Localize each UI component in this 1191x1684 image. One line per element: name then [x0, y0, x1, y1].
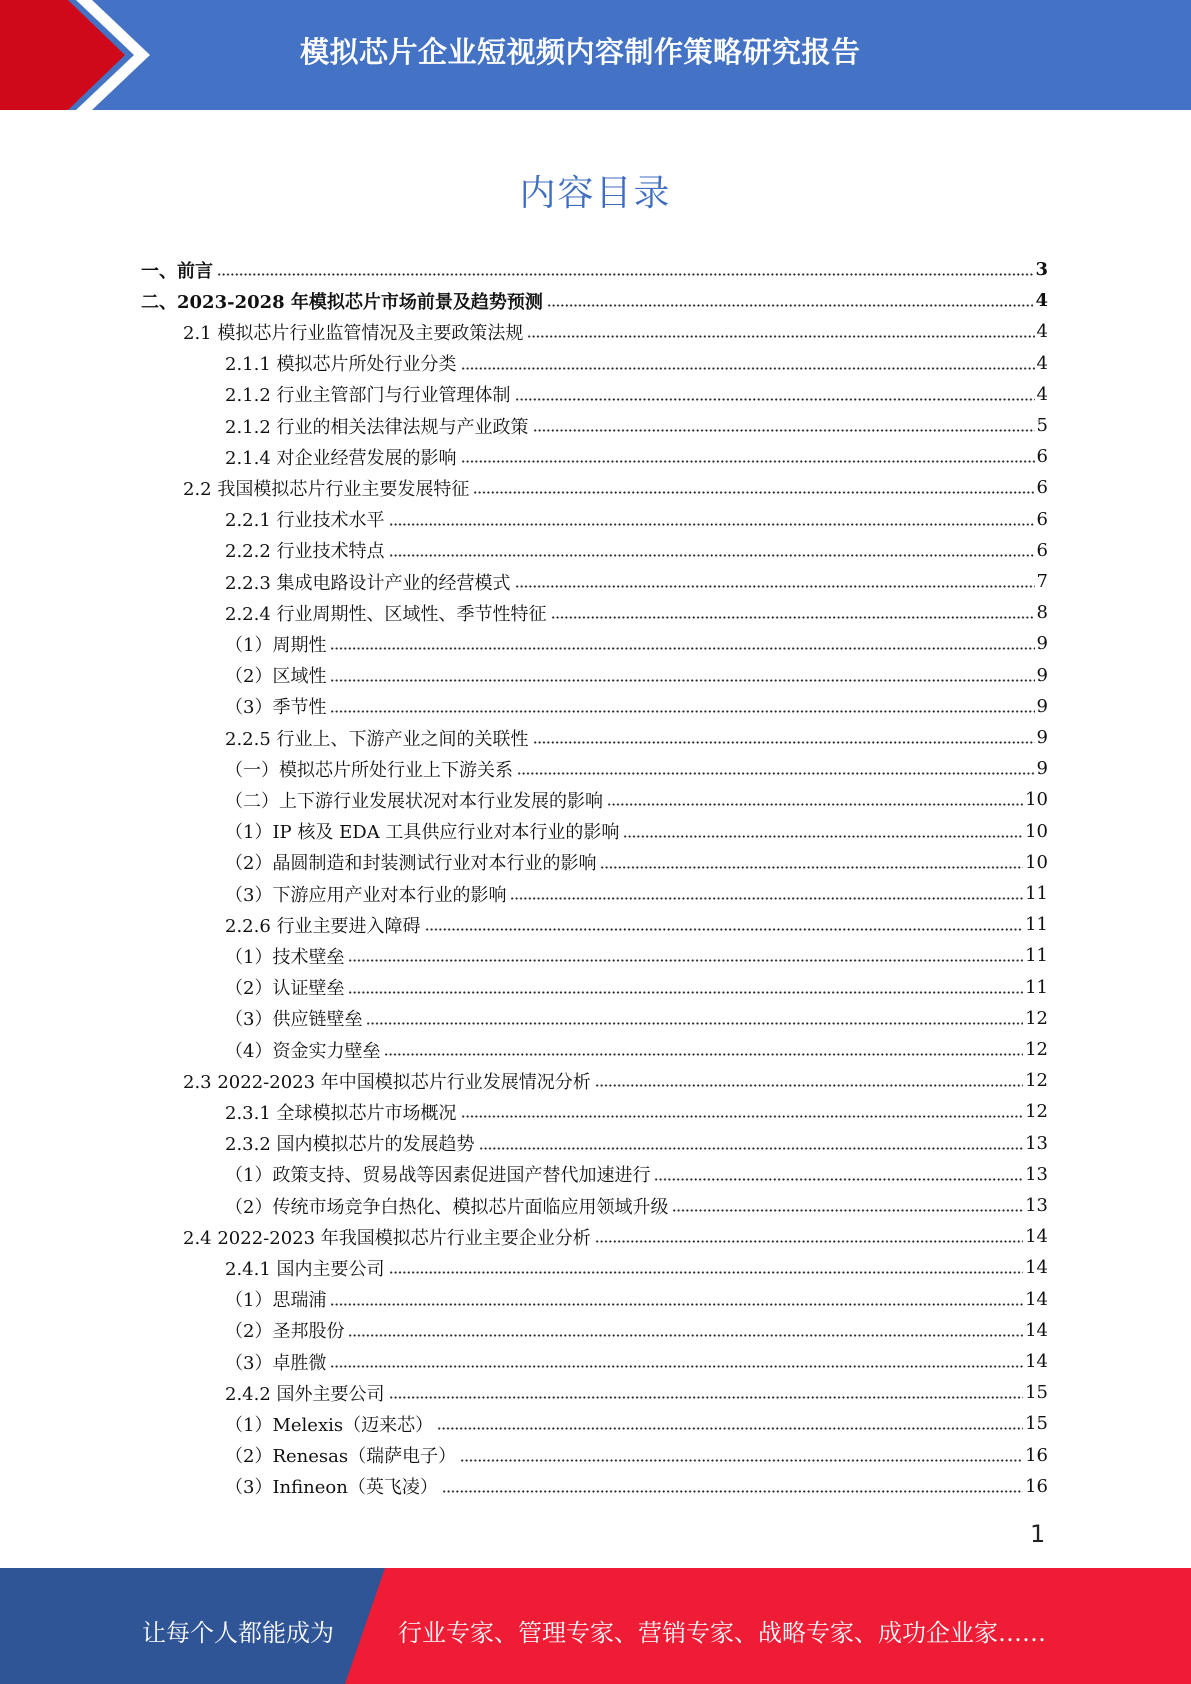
toc-entry-label: 2.4.2 国外主要公司	[225, 1383, 385, 1405]
toc-dot-leader	[533, 429, 1035, 432]
toc-entry-page: 13	[1025, 1132, 1048, 1154]
toc-dot-leader	[425, 928, 1024, 931]
toc-entry[interactable]	[225, 940, 1048, 971]
toc-entry-label: （2）传统市场竞争白热化、模拟芯片面临应用领域升级	[225, 1196, 669, 1218]
toc-entry-page: 9	[1036, 727, 1048, 748]
toc-dot-leader	[533, 741, 1035, 744]
toc-entry-label: 2.1.4 对企业经营发展的影响	[225, 447, 457, 469]
toc-entry-page: 4	[1036, 352, 1048, 374]
toc-entry-page: 12	[1025, 1070, 1048, 1092]
toc-dot-leader	[442, 1490, 1023, 1493]
toc-entry-page: 3	[1035, 259, 1048, 280]
toc-entry[interactable]	[225, 628, 1048, 659]
toc-entry-label: （3）供应链壁垒	[225, 1009, 363, 1031]
toc-entry-page: 4	[1036, 321, 1048, 343]
toc-entry[interactable]	[225, 784, 1048, 815]
toc-entry-page: 11	[1025, 914, 1048, 936]
toc-entry-label: （1）技术壁垒	[225, 946, 345, 968]
toc-dot-leader	[330, 1303, 1023, 1306]
toc-entry[interactable]	[225, 1315, 1048, 1346]
toc-dot-leader	[595, 1084, 1023, 1087]
toc-entry-page: 9	[1036, 695, 1048, 717]
toc-dot-leader	[461, 367, 1035, 370]
footer-slogan-left: 让每个人都能成为	[142, 1619, 334, 1647]
toc-entry-page: 12	[1025, 1101, 1048, 1123]
toc-entry-label: 2.3.2 国内模拟芯片的发展趋势	[225, 1134, 475, 1156]
toc-entry[interactable]	[225, 1252, 1048, 1283]
toc-entry-page: 8	[1036, 602, 1048, 624]
toc-entry[interactable]	[225, 1471, 1048, 1502]
toc-entry-page: 14	[1025, 1226, 1048, 1248]
toc-dot-leader	[515, 585, 1035, 588]
toc-entry-page: 10	[1025, 820, 1048, 842]
toc-entry[interactable]	[225, 410, 1048, 441]
toc-entry[interactable]	[183, 316, 1048, 347]
toc-entry[interactable]	[225, 1128, 1048, 1159]
toc-entry-page: 10	[1025, 789, 1048, 811]
toc-entry-label: 2.2.5 行业上、下游产业之间的关联性	[225, 728, 529, 750]
toc-dot-leader	[460, 1459, 1023, 1462]
toc-entry[interactable]	[225, 1377, 1048, 1408]
toc-dot-leader	[330, 679, 1034, 682]
toc-entry-page: 15	[1025, 1413, 1048, 1435]
toc-dot-leader	[473, 491, 1034, 494]
toc-entry-label: （2）认证壁垒	[225, 978, 345, 1000]
toc-entry-label: 2.1.1 模拟芯片所处行业分类	[225, 354, 457, 376]
toc-entry[interactable]	[225, 722, 1048, 753]
toc-dot-leader	[389, 523, 1035, 526]
toc-entry[interactable]	[225, 597, 1048, 628]
toc-entry[interactable]	[141, 254, 1048, 285]
toc-entry-label: （3）Infineon（英飞凌）	[225, 1477, 438, 1499]
toc-entry[interactable]	[225, 1190, 1048, 1221]
toc-entry-label: （1）周期性	[225, 634, 327, 656]
toc-entry-page: 6	[1036, 508, 1048, 530]
toc-entry[interactable]	[225, 535, 1048, 566]
toc-dot-leader	[607, 803, 1023, 806]
toc-entry-label: （1）IP 核及 EDA 工具供应行业对本行业的影响	[225, 822, 620, 844]
toc-entry-label: （4）资金实力壁垒	[225, 1040, 381, 1062]
toc-entry[interactable]	[225, 816, 1048, 847]
toc-entry-label: 2.2.2 行业技术特点	[225, 541, 385, 563]
toc-entry-label: 2.2.4 行业周期性、区域性、季节性特征	[225, 603, 547, 625]
toc-entry-label: （2）Renesas（瑞萨电子）	[225, 1446, 457, 1468]
toc-dot-leader	[437, 1427, 1023, 1430]
toc-entry[interactable]	[225, 441, 1048, 472]
toc-entry-label: （1）政策支持、贸易战等因素促进国产替代加速进行	[225, 1165, 651, 1187]
toc-entry[interactable]	[225, 660, 1048, 691]
toc-entry[interactable]	[225, 1408, 1048, 1439]
toc-entry-page: 16	[1025, 1444, 1048, 1466]
toc-entry[interactable]	[183, 1065, 1048, 1096]
toc-dot-leader	[330, 710, 1034, 713]
footer-slogan-right: 行业专家、管理专家、营销专家、战略专家、成功企业家……	[398, 1619, 1046, 1647]
toc-entry-page: 13	[1025, 1163, 1048, 1185]
toc-entry-label: （1）Melexis（迈来芯）	[225, 1414, 434, 1436]
toc-entry-page: 12	[1025, 1039, 1048, 1060]
toc-entry-page: 4	[1036, 383, 1048, 405]
toc-entry[interactable]	[183, 1221, 1048, 1252]
toc-dot-leader	[595, 1240, 1023, 1243]
toc-entry-page: 6	[1036, 477, 1048, 499]
toc-entry[interactable]	[225, 847, 1048, 878]
toc-entry-page: 12	[1025, 1007, 1048, 1029]
toc-entry-label: （一）模拟芯片所处行业上下游关系	[225, 759, 513, 781]
toc-dot-leader	[517, 772, 1035, 775]
toc-entry-label: （1）思瑞浦	[225, 1290, 327, 1312]
toc-entry[interactable]	[225, 878, 1048, 909]
toc-entry-page: 9	[1036, 664, 1048, 686]
toc-entry[interactable]	[225, 379, 1048, 410]
toc-entry-label: （2）晶圆制造和封装测试行业对本行业的影响	[225, 853, 597, 875]
toc-entry-label: 一、前言	[141, 260, 213, 282]
toc-dot-leader	[672, 1209, 1023, 1212]
toc-dot-leader	[479, 1147, 1024, 1150]
toc-entry-label: （3）卓胜微	[225, 1352, 327, 1374]
toc-dot-leader	[600, 866, 1023, 869]
toc-dot-leader	[551, 616, 1035, 619]
toc-entry-label: 2.2 我国模拟芯片行业主要发展特征	[183, 478, 470, 500]
toc-entry-label: 2.1.2 行业的相关法律法规与产业政策	[225, 416, 529, 438]
toc-entry-page: 10	[1025, 851, 1048, 873]
toc-dot-leader	[389, 1396, 1024, 1399]
toc-entry-label: 2.3.1 全球模拟芯片市场概况	[225, 1102, 457, 1124]
toc-entry-label: 2.2.6 行业主要进入障碍	[225, 915, 421, 937]
toc-dot-leader	[389, 1271, 1024, 1274]
toc-dot-leader	[348, 991, 1023, 994]
toc-dot-leader	[389, 554, 1035, 557]
toc-entry-label: 2.4 2022-2023 年我国模拟芯片行业主要企业分析	[183, 1227, 591, 1249]
toc-entry-page: 4	[1035, 290, 1048, 312]
toc-entry[interactable]	[225, 753, 1048, 784]
toc-entry[interactable]	[225, 1034, 1048, 1065]
toc-entry-page: 14	[1025, 1351, 1048, 1372]
page-number: 1	[1030, 1520, 1046, 1548]
toc-entry-page: 14	[1025, 1257, 1048, 1279]
toc-entry[interactable]	[225, 972, 1048, 1003]
toc-entry-label: 2.2.3 集成电路设计产业的经营模式	[225, 572, 511, 594]
toc-entry[interactable]	[183, 472, 1048, 503]
toc-entry-label: （3）下游应用产业对本行业的影响	[225, 884, 507, 906]
toc-entry[interactable]	[225, 566, 1048, 597]
toc-dot-leader	[461, 1115, 1024, 1118]
toc-entry[interactable]	[225, 1096, 1048, 1127]
toc-entry-page: 14	[1025, 1319, 1048, 1341]
toc-entry-label: （3）季节性	[225, 697, 327, 719]
toc-entry-label: 2.1 模拟芯片行业监管情况及主要政策法规	[183, 322, 524, 344]
toc-entry-label: 2.4.1 国内主要公司	[225, 1258, 385, 1280]
toc-entry-page: 11	[1025, 883, 1048, 904]
toc-dot-leader	[527, 335, 1034, 338]
toc-entry[interactable]	[225, 504, 1048, 535]
toc-entry-page: 13	[1025, 1195, 1048, 1216]
toc-entry[interactable]	[225, 348, 1048, 379]
toc-dot-leader	[330, 647, 1034, 650]
toc-entry[interactable]	[225, 691, 1048, 722]
toc-dot-leader	[623, 835, 1023, 838]
toc-entry-label: 2.3 2022-2023 年中国模拟芯片行业发展情况分析	[183, 1071, 591, 1093]
toc-entry-label: 2.2.1 行业技术水平	[225, 510, 385, 532]
toc-entry-page: 9	[1036, 633, 1048, 655]
toc-dot-leader	[348, 959, 1023, 962]
toc-dot-leader	[510, 897, 1023, 900]
toc-dot-leader	[330, 1365, 1023, 1368]
toc-entry-label: （2）区域性	[225, 666, 327, 688]
toc-entry-page: 15	[1025, 1382, 1048, 1404]
toc-dot-leader	[515, 398, 1035, 401]
toc-entry-label: （2）圣邦股份	[225, 1321, 345, 1343]
report-title: 模拟芯片企业短视频内容制作策略研究报告	[300, 35, 861, 69]
toc-entry[interactable]	[225, 1284, 1048, 1315]
toc-entry-page: 9	[1036, 758, 1048, 780]
toc-entry-page: 14	[1025, 1288, 1048, 1310]
toc-entry[interactable]	[225, 1003, 1048, 1034]
toc-dot-leader	[654, 1178, 1023, 1181]
toc-entry[interactable]	[225, 1346, 1048, 1377]
toc-entry-label: （二）上下游行业发展状况对本行业发展的影响	[225, 790, 603, 812]
toc-entry-label: 二、2023-2028 年模拟芯片市场前景及趋势预测	[141, 291, 543, 313]
toc-entry[interactable]	[225, 909, 1048, 940]
toc-entry-page: 16	[1025, 1475, 1048, 1497]
toc-dot-leader	[366, 1022, 1023, 1025]
toc-dot-leader	[547, 304, 1034, 307]
toc-entry[interactable]	[141, 285, 1048, 316]
toc-heading: 内容目录	[519, 173, 672, 214]
toc-entry-page: 11	[1025, 945, 1048, 967]
toc-dot-leader	[384, 1053, 1023, 1056]
toc-entry-page: 6	[1036, 539, 1048, 561]
toc-entry-page: 5	[1036, 415, 1048, 436]
toc-dot-leader	[461, 460, 1035, 463]
toc-entry-page: 6	[1036, 446, 1048, 468]
toc-entry[interactable]	[225, 1440, 1048, 1471]
toc-entry-label: 2.1.2 行业主管部门与行业管理体制	[225, 385, 511, 407]
toc-entry-page: 11	[1025, 976, 1048, 998]
toc-entry-page: 7	[1036, 571, 1048, 592]
toc-entry[interactable]	[225, 1159, 1048, 1190]
toc-dot-leader	[348, 1334, 1023, 1337]
toc-dot-leader	[217, 273, 1033, 276]
